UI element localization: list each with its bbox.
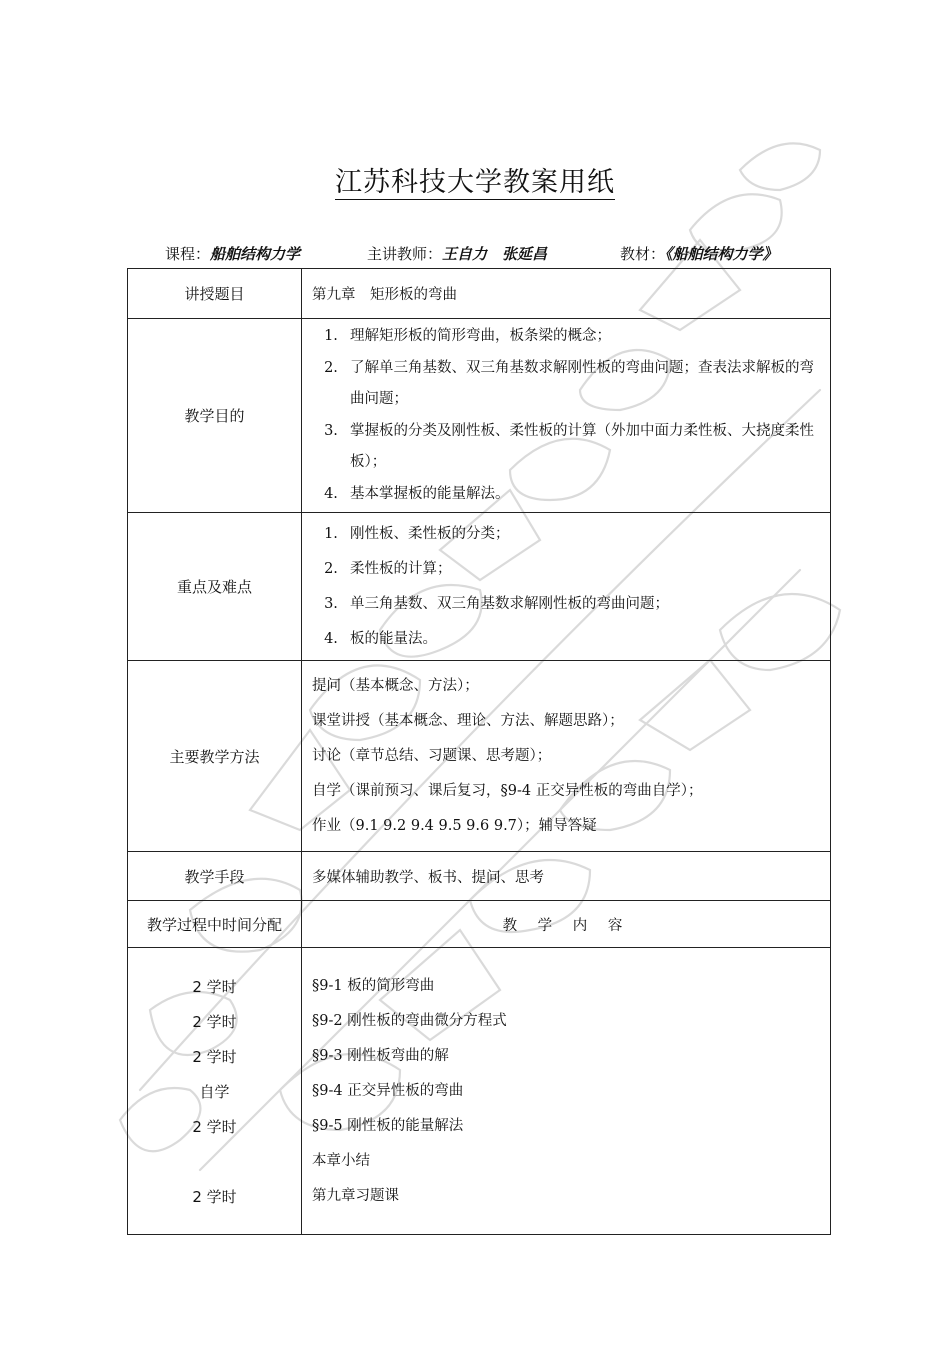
course-info-line (165, 243, 865, 264)
item-number: 2. (324, 359, 338, 376)
schedule-content: §9-4 正交异性板的弯曲 (312, 1082, 464, 1099)
item-text: 基本掌握板的能量解法。 (350, 485, 510, 502)
schedule-time: 自学 (199, 1083, 230, 1101)
schedule-times (128, 948, 302, 1235)
list-item (312, 479, 821, 511)
list-item (312, 622, 821, 657)
item-number: 3. (324, 422, 338, 439)
list-item (312, 321, 821, 353)
keys-list (312, 517, 821, 657)
schedule-time (129, 1145, 300, 1180)
means-value: 多媒体辅助教学、板书、提问、思考 (302, 852, 831, 901)
course-field (165, 243, 367, 264)
schedule-time: 2 学时 (192, 1013, 237, 1031)
item-text: 单三角基数、双三角基数求解刚性板的弯曲问题； (350, 595, 669, 612)
method-line: 提问（基本概念、方法）； (312, 677, 479, 694)
item-text: 了解单三角基数、双三角基数求解刚性板的弯曲问题；查表法求解板的弯曲问题； (350, 359, 814, 407)
list-item (312, 517, 821, 552)
keys-row (128, 513, 831, 661)
schedule-content: 本章小结 (312, 1152, 370, 1169)
textbook-value: 《船舶结构力学》 (665, 245, 778, 263)
method-line: 课堂讲授（基本概念、理论、方法、解题思路）； (312, 712, 624, 729)
schedule-content: §9-3 刚性板弯曲的解 (312, 1047, 449, 1064)
schedule-content: 第九章习题课 (312, 1187, 399, 1204)
schedule-time-header: 教学过程中时间分配 (128, 901, 302, 948)
means-row (128, 852, 831, 901)
item-number: 1. (324, 328, 338, 344)
textbook-label: 教材： (620, 245, 666, 263)
teacher-field (367, 243, 620, 264)
item-text: 柔性板的计算； (350, 560, 452, 577)
method-line: 作业（9.1 9.2 9.4 9.5 9.6 9.7）；辅导答疑 (312, 817, 597, 834)
item-text: 板的能量法。 (350, 630, 437, 647)
course-value: 船舶结构力学 (210, 245, 301, 263)
method-line: 讨论（章节总结、习题课、思考题）； (312, 747, 552, 764)
item-text: 刚性板、柔性板的分类； (350, 525, 510, 542)
list-item (312, 587, 821, 622)
schedule-content: §9-2 刚性板的弯曲微分方程式 (312, 1012, 507, 1029)
item-number: 4. (324, 485, 338, 502)
method-line: 自学（课前预习、课后复习，§9-4 正交异性板的弯曲自学）； (312, 782, 703, 799)
schedule-row (128, 948, 831, 1235)
schedule-time: 2 学时 (192, 1118, 237, 1136)
schedule-time: 2 学时 (192, 1188, 237, 1206)
schedule-content-header: 教 学 内 容 (302, 901, 831, 948)
document-title-text: 江苏科技大学教案用纸 (335, 167, 615, 198)
schedule-content: §9-5 刚性板的能量解法 (312, 1117, 464, 1134)
teacher-value: 王自力 张延昌 (442, 245, 548, 263)
schedule-time: 2 学时 (192, 1048, 237, 1066)
item-number: 1. (324, 525, 338, 542)
methods-cell (302, 661, 831, 852)
list-item (312, 416, 821, 479)
goals-cell (302, 319, 831, 513)
schedule-time: 2 学时 (192, 978, 237, 996)
item-number: 2. (324, 560, 338, 577)
methods-row (128, 661, 831, 852)
textbook-field (620, 243, 778, 264)
schedule-contents (302, 948, 831, 1235)
schedule-header-row (128, 901, 831, 948)
item-number: 4. (324, 630, 338, 647)
item-text: 掌握板的分类及刚性板、柔性板的计算（外加中面力柔性板、大挠度柔性板）； (350, 422, 814, 470)
methods-label: 主要教学方法 (128, 661, 302, 852)
document-title (0, 160, 950, 199)
keys-label: 重点及难点 (128, 513, 302, 661)
item-text: 理解矩形板的简形弯曲，板条梁的概念； (350, 328, 611, 344)
topic-row (128, 269, 831, 319)
item-number: 3. (324, 595, 338, 612)
list-item (312, 552, 821, 587)
topic-value: 第九章 矩形板的弯曲 (302, 269, 831, 319)
lesson-plan-table (127, 268, 831, 1235)
teacher-label: 主讲教师： (367, 245, 443, 263)
course-label: 课程： (165, 245, 211, 263)
means-label: 教学手段 (128, 852, 302, 901)
goals-label: 教学目的 (128, 319, 302, 513)
keys-cell (302, 513, 831, 661)
schedule-content: §9-1 板的简形弯曲 (312, 977, 435, 994)
goals-list (312, 321, 821, 510)
list-item (312, 353, 821, 416)
topic-label: 讲授题目 (128, 269, 302, 319)
goals-row (128, 319, 831, 513)
